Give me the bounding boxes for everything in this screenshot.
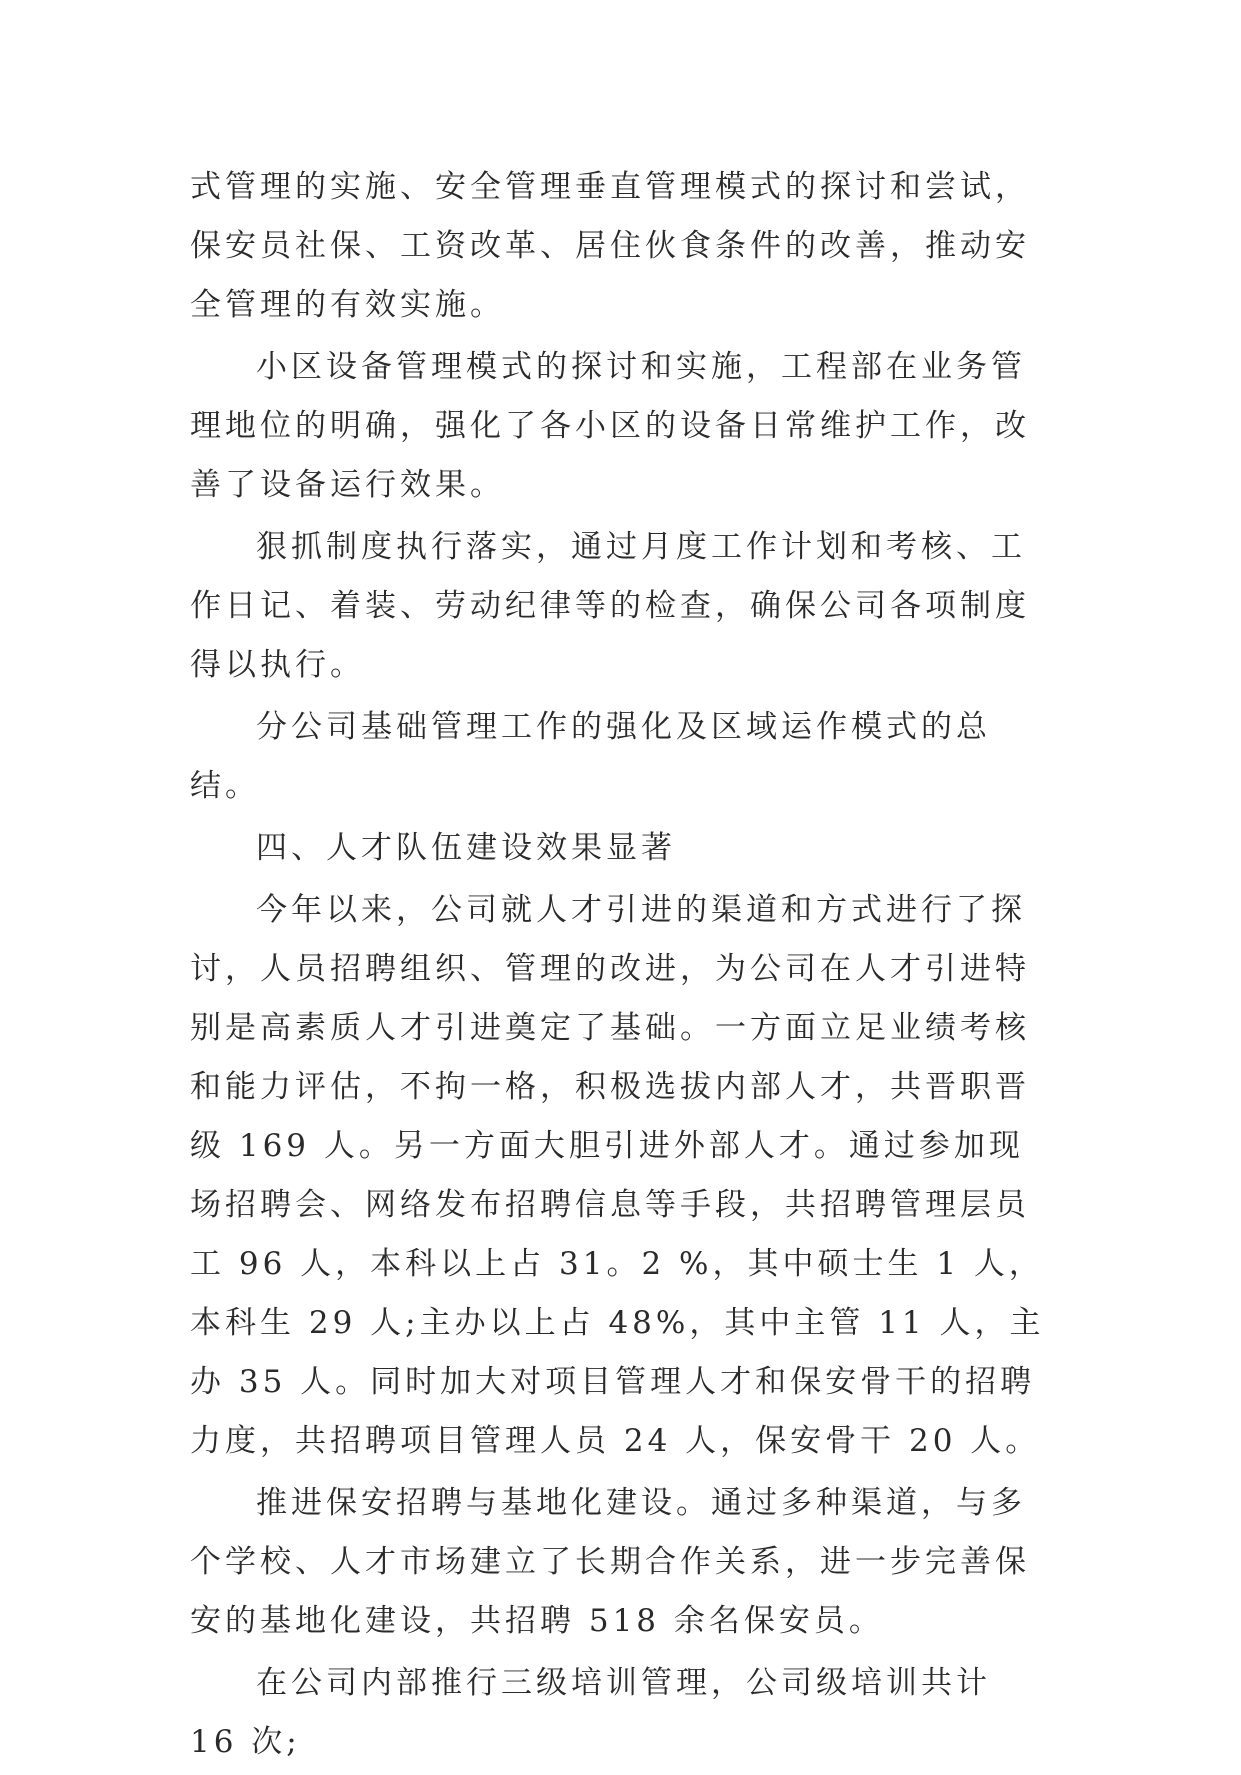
paragraph-3: 狠抓制度执行落实，通过月度工作计划和考核、工作日记、着装、劳动纪律等的检查，确保公司各项制度得以执行。 bbox=[190, 529, 1030, 683]
paragraph-4: 分公司基础管理工作的强化及区域运作模式的总结。 bbox=[190, 709, 991, 804]
paragraph-2: 小区设备管理模式的探讨和实施，工程部在业务管理地位的明确，强化了各小区的设备日常维护工作，改善了设备运行效果。 bbox=[190, 349, 1030, 503]
document-body bbox=[190, 158, 1050, 1775]
paragraph-1: 式管理的实施、安全管理垂直管理模式的探讨和尝试，保安员社保、工资改革、居住伙食条件的改善，推动安全管理的有效实施。 bbox=[190, 169, 1030, 323]
section-heading: 四、人才队伍建设效果显著 bbox=[256, 830, 676, 866]
paragraph-7: 在公司内部推行三级培训管理，公司级培训共计 16 次; bbox=[190, 1665, 991, 1760]
paragraph-6: 推进保安招聘与基地化建设。通过多种渠道，与多个学校、人才市场建立了长期合作关系，进一步完善保安的基地化建设，共招聘 518 余名保安员。 bbox=[190, 1485, 1030, 1639]
paragraph-5: 今年以来，公司就人才引进的渠道和方式进行了探讨，人员招聘组织、管理的改进，为公司在人才引进特别是高素质人才引进奠定了基础。一方面立足业绩考核和能力评估，不拘一格，积极选拔内部人才，共晋职晋级 169 人。另一方面大胆引进外部人才。通过参加现场招聘会、网络发布招聘信息等手段，共招聘管理层员工 96 人，本科以上占 31。2 %，其中硕士生 1 人，本科生 29 人;主办以上占 48%，其中主管 11 人，主办 35 人。同时加大对项目管理人才和保安骨干的招聘力度，共招聘项目管理人员 24 人，保安骨干 20 人。 bbox=[190, 892, 1045, 1459]
